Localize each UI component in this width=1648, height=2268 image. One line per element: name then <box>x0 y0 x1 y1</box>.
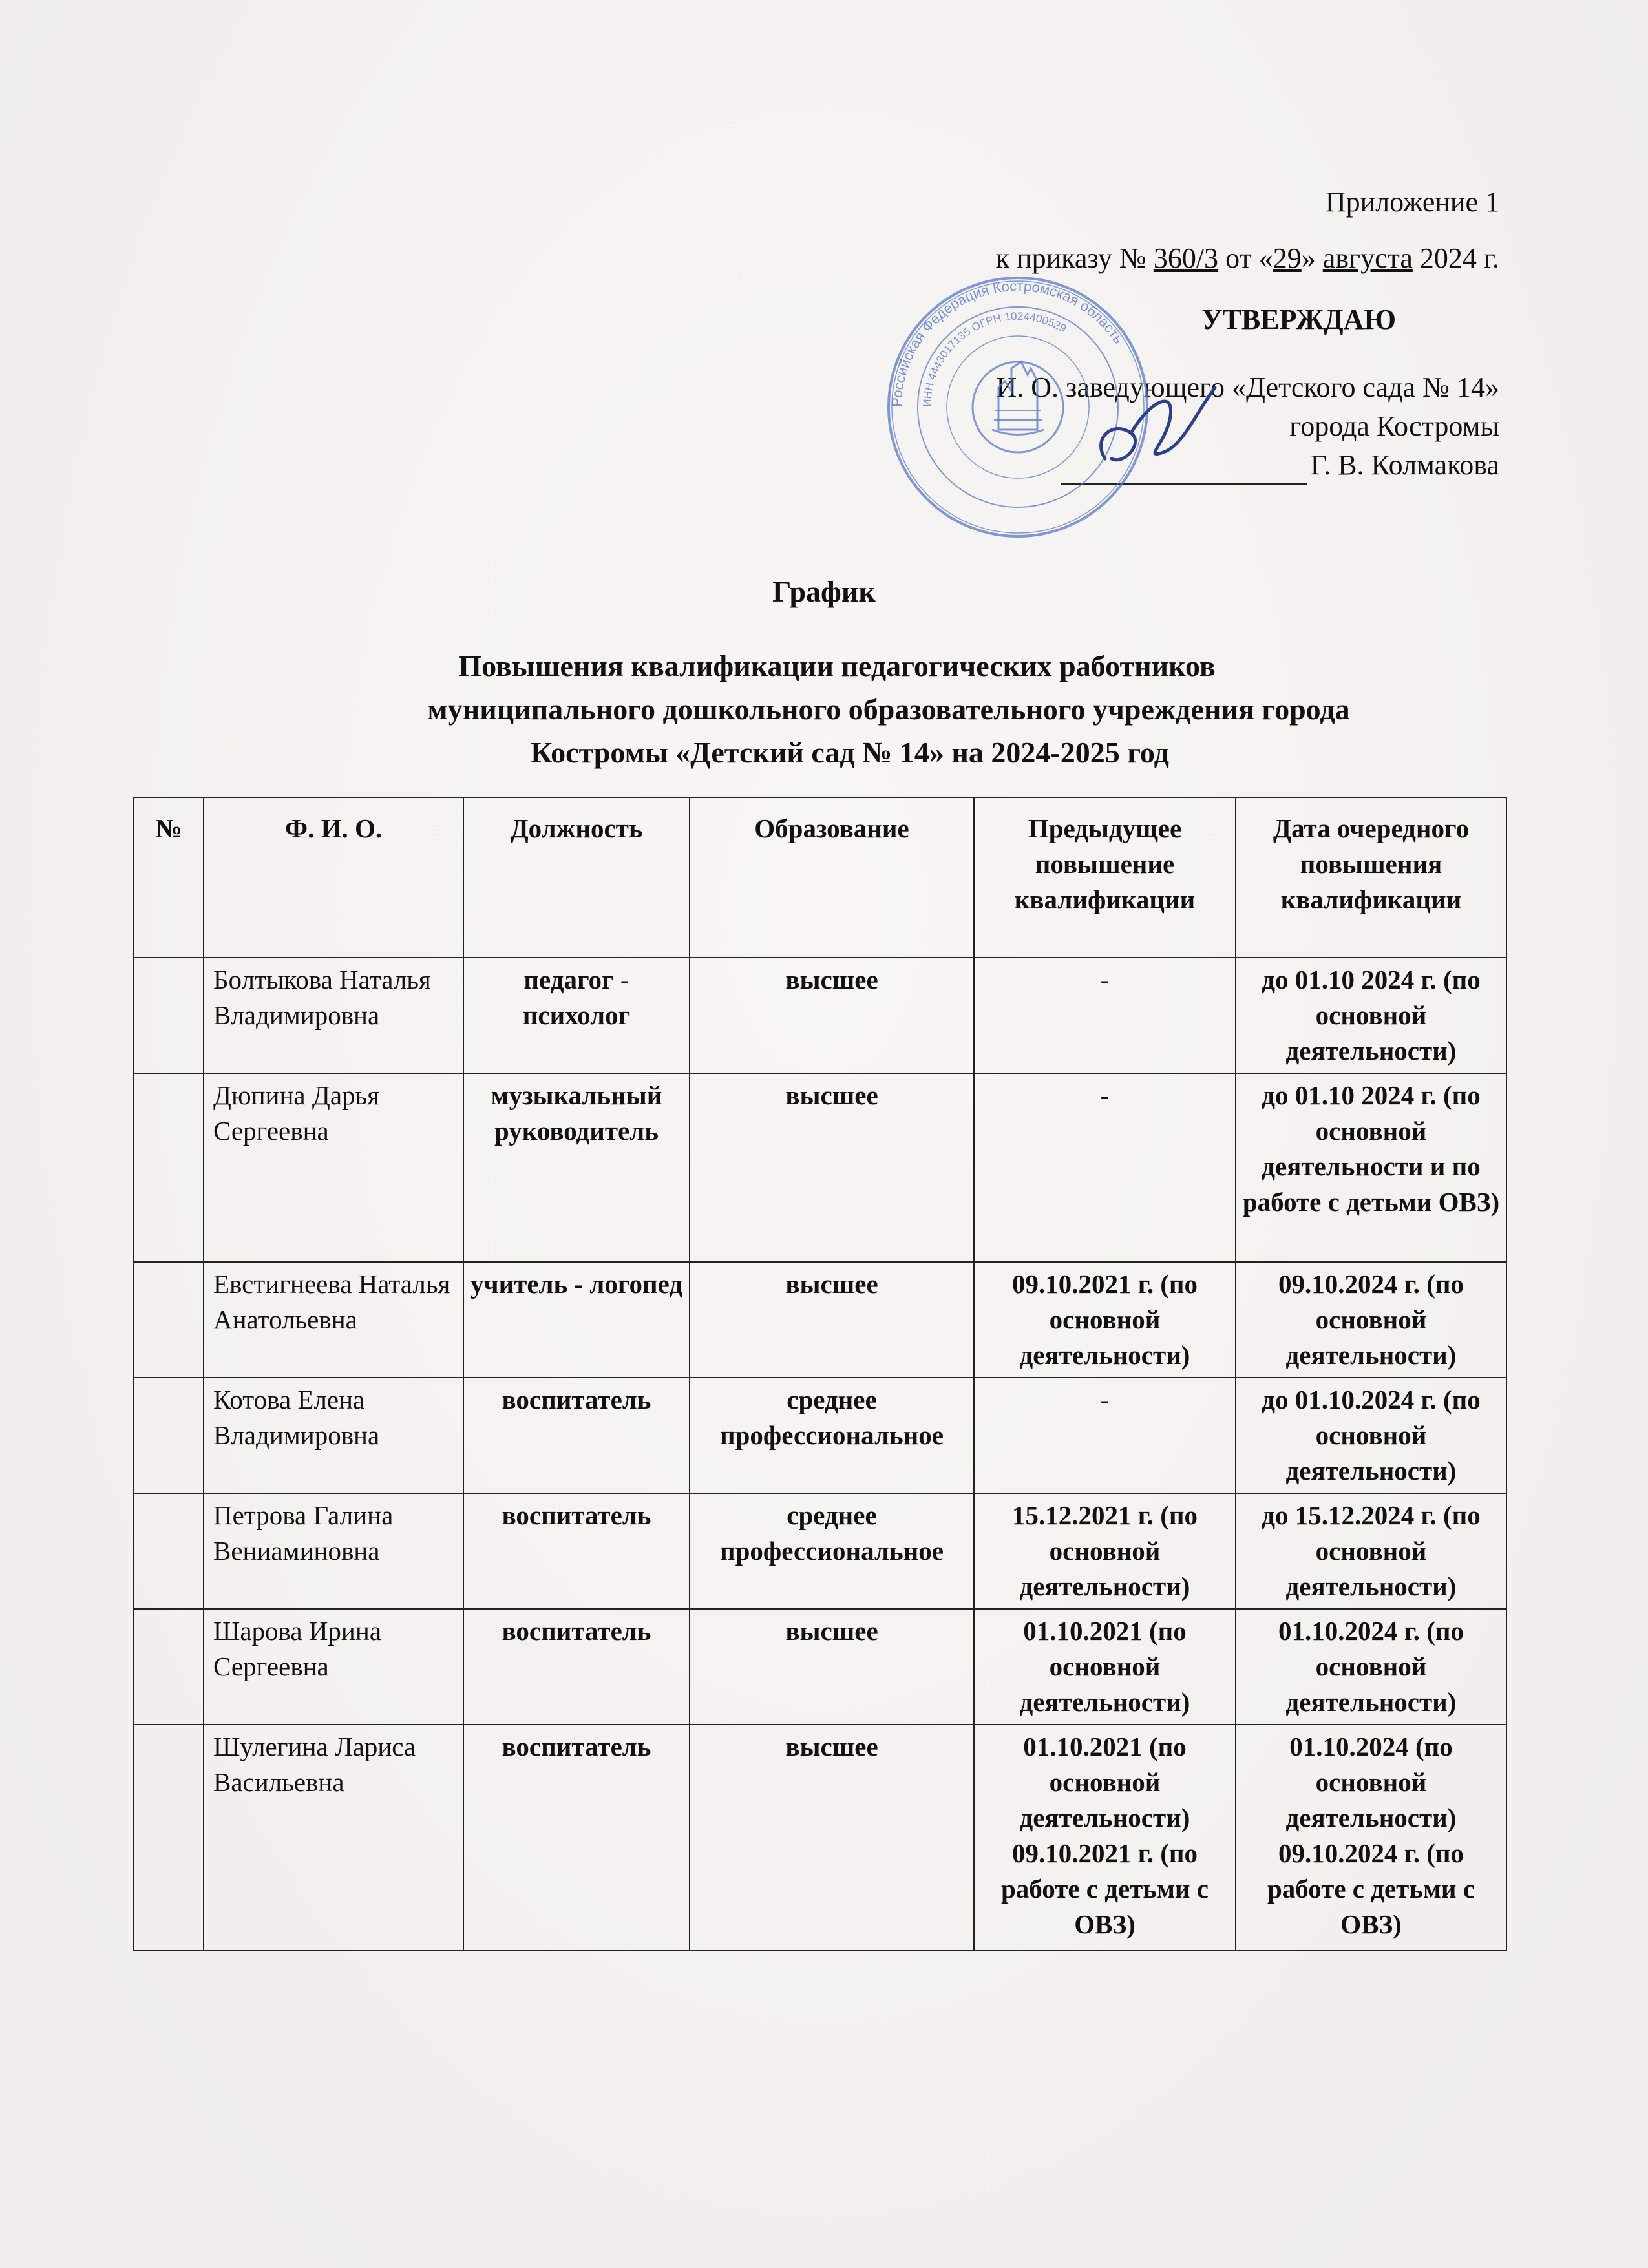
table-row <box>134 1725 1506 1951</box>
cell-previous: 15.12.2021 г. (по основной деятельности) <box>974 1493 1236 1609</box>
cell-position: педагог - психолог <box>463 958 690 1073</box>
cell-next: до 01.10 2024 г. (по основной деятельности) <box>1236 958 1506 1073</box>
header-next: Дата очередного повышения квалификации <box>1236 797 1506 958</box>
cell-position: воспитатель <box>463 1378 690 1493</box>
city-line: города Костромы <box>1289 410 1499 442</box>
table-row <box>134 1493 1506 1609</box>
cell-education: среднее профессиональное <box>690 1378 974 1493</box>
cell-previous: - <box>974 958 1236 1073</box>
cell-education: высшее <box>690 958 974 1073</box>
order-mid: » <box>1301 242 1323 274</box>
table-row <box>134 1262 1506 1378</box>
cell-fio: Котова Елена Владимировна <box>204 1378 463 1493</box>
cell-num <box>134 1493 204 1609</box>
cell-education: высшее <box>690 1262 974 1378</box>
cell-position: воспитатель <box>463 1725 690 1951</box>
cell-num <box>134 1609 204 1725</box>
cell-next: 09.10.2024 г. (по основной деятельности) <box>1236 1262 1506 1378</box>
signer-name: Г. В. Колмакова <box>1310 449 1499 481</box>
cell-fio: Евстигнеева Наталья Анатольевна <box>204 1262 463 1378</box>
appendix-text: Приложение 1 <box>1325 186 1499 218</box>
position-line: И. О. заведующего «Детского сада № 14» <box>996 372 1499 403</box>
order-day: 29 <box>1273 242 1302 274</box>
cell-fio: Петрова Галина Вениаминовна <box>204 1493 463 1609</box>
title-line-4: Костромы «Детский сад № 14» на 2024-2025 год <box>531 736 1169 769</box>
cell-position: учитель - логопед <box>463 1262 690 1378</box>
title-line-2: Повышения квалификации педагогических работников <box>458 649 1216 682</box>
approver-city <box>1289 407 1499 446</box>
order-from: от « <box>1218 242 1273 274</box>
document-subtitle-3 <box>26 733 1648 773</box>
order-month: августа <box>1322 242 1413 274</box>
cell-previous: 01.10.2021 (по основной деятельности) 09.10.2021 г. (по работе с детьми с ОВЗ) <box>974 1725 1236 1951</box>
cell-position: музыкальный руководитель <box>463 1073 690 1262</box>
stamp-inn-text: ИНН 4443017135 ОГРН 1024400529 <box>920 310 1069 408</box>
document-subtitle-1 <box>13 646 1648 686</box>
title-line-1: График <box>772 575 876 608</box>
cell-fio: Шулегина Лариса Васильевна <box>204 1725 463 1951</box>
table-header-row <box>134 797 1506 958</box>
table-row <box>134 1073 1506 1262</box>
order-number: 360/3 <box>1153 242 1219 274</box>
header-num: № <box>134 797 204 958</box>
handwritten-signature <box>1066 362 1234 491</box>
cell-next: 01.10.2024 (по основной деятельности) 09.10.2024 г. (по работе с детьми с ОВЗ) <box>1236 1725 1506 1951</box>
cell-next: до 01.10.2024 г. (по основной деятельности) <box>1236 1378 1506 1493</box>
appendix-label <box>1326 183 1499 222</box>
cell-education: высшее <box>690 1725 974 1951</box>
cell-num <box>134 958 204 1073</box>
cell-education: высшее <box>690 1609 974 1725</box>
cell-previous: - <box>974 1073 1236 1262</box>
cell-position: воспитатель <box>463 1493 690 1609</box>
cell-next: до 15.12.2024 г. (по основной деятельности) <box>1236 1493 1506 1609</box>
cell-education: среднее профессиональное <box>690 1493 974 1609</box>
svg-text:ИНН 4443017135 ОГРН 1024400529 <box>921 310 1068 407</box>
document-subtitle-2 <box>65 689 1648 730</box>
order-prefix: к приказу № <box>995 242 1154 274</box>
cell-previous: 09.10.2021 г. (по основной деятельности) <box>974 1262 1236 1378</box>
cell-num <box>134 1262 204 1378</box>
cell-next: 01.10.2024 г. (по основной деятельности) <box>1236 1609 1506 1725</box>
header-fio: Ф. И. О. <box>204 797 463 958</box>
cell-education: высшее <box>690 1073 974 1262</box>
cell-num <box>134 1725 204 1951</box>
stamp-outer-text: Российская Федерация Костромская область <box>888 277 1127 408</box>
cell-fio: Шарова Ирина Сергеевна <box>204 1609 463 1725</box>
order-year: 2024 г. <box>1412 242 1499 274</box>
cell-num <box>134 1378 204 1493</box>
document-title <box>0 572 1648 612</box>
header-position: Должность <box>463 797 690 958</box>
header-previous: Предыдущее повышение квалификации <box>974 797 1236 958</box>
approve-text: УТВЕРЖДАЮ <box>1201 304 1396 335</box>
cell-next: до 01.10 2024 г. (по основной деятельности и по работе с детьми ОВЗ) <box>1236 1073 1506 1262</box>
cell-num <box>134 1073 204 1262</box>
table-row <box>134 1378 1506 1493</box>
cell-fio: Дюпина Дарья Сергеевна <box>204 1073 463 1262</box>
cell-position: воспитатель <box>463 1609 690 1725</box>
table-row <box>134 958 1506 1073</box>
approve-heading <box>1201 300 1396 339</box>
cell-fio: Болтыкова Наталья Владимировна <box>204 958 463 1073</box>
title-line-3: муниципального дошкольного образовательного учреждения города <box>427 693 1350 726</box>
table-row <box>134 1609 1506 1725</box>
cell-previous: - <box>974 1378 1236 1493</box>
header-education: Образование <box>690 797 974 958</box>
qualification-table <box>133 797 1507 1951</box>
cell-previous: 01.10.2021 (по основной деятельности) <box>974 1609 1236 1725</box>
